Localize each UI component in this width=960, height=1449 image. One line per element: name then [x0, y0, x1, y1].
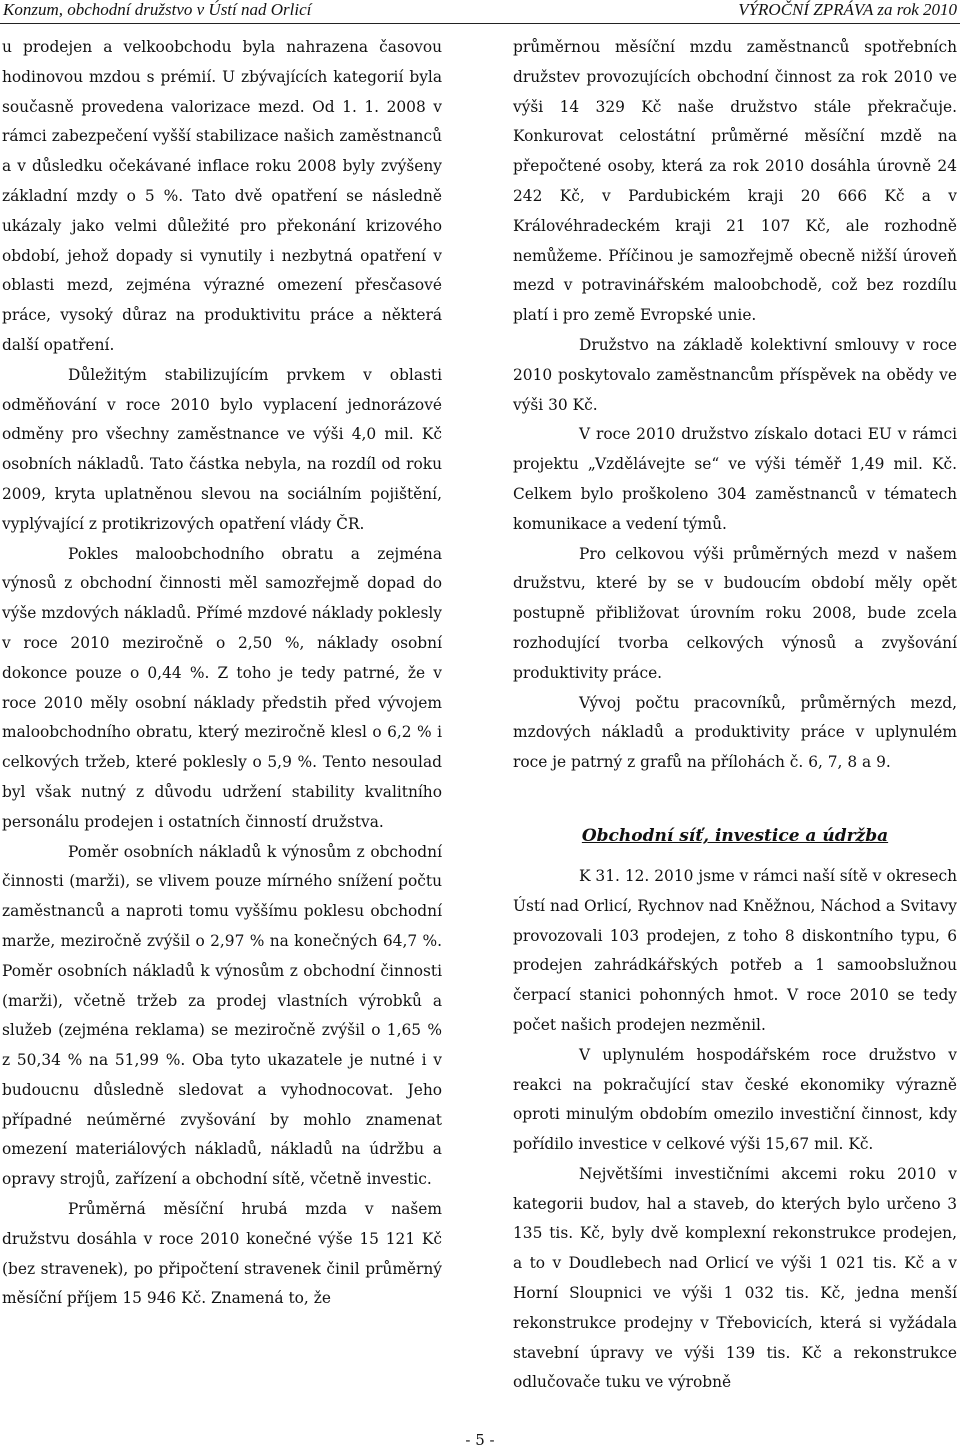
paragraph: u prodejen a velkoobchodu byla nahrazena časovou hodinovou mzdou s prémií. U zbývajících kategorií byla současně provedena valorizace mezd. Od 1. 1. 2008 v rámci zabezpečení vyšší stabilizace našich zaměstnanců a v důsledku očekávané inflace roku 2008 byly zvýšeny základní mzdy o 5 %. Tato dvě opatření se následně ukázaly jako velmi důležité pro překonání krizového období, jehož dopady si vynutily i nezbytná opatření v oblasti mezd, zejména výrazné omezení přesčasové práce, vysoký důraz na produktivitu práce a některá další opatření.	[2, 38, 442, 354]
paragraph: průměrnou měsíční mzdu zaměstnanců spotřebních družstev provozujících obchodní činnost za rok 2010 ve výši 14 329 Kč naše družstvo stále překračuje. Konkurovat celostátní průměrné měsíční mzdě na přepočtené osoby, která za rok 2010 dosáhla úrovně 24 242 Kč, v Pardubickém kraji 20 666 Kč a v Královéhradeckém kraji 21 107 Kč, ale rozhodně nemůžeme. Příčinou je samozřejmě obecně nižší úroveň mezd v potravinářském maloobchodě, což bez rozdílu platí i pro země Evropské unie.	[513, 38, 957, 325]
paragraph: Průměrná měsíční hrubá mzda v našem družstvu dosáhla v roce 2010 konečné výše 15 121 Kč (bez stravenek), po připočtení stravenek činil průměrný měsíční příjem 15 946 Kč. Znamená to, že	[2, 1200, 442, 1308]
page-number: - 5 -	[465, 1431, 495, 1449]
left-column	[2, 33, 442, 1314]
paragraph: Pokles maloobchodního obratu a zejména výnosů z obchodní činnosti měl samozřejmě dopad do výše mzdových nákladů. Přímé mzdové náklady poklesly v roce 2010 meziročně o 2,50 %, náklady osobní dokonce pouze o 0,44 %. Z toho je tedy patrné, že v roce 2010 měly osobní náklady předstih před vývojem maloobchodního obratu, který meziročně klesl o 6,2 % i celkových tržeb, které poklesly o 5,9 %. Tento nesoulad byl však nutný z důvodu udržení stability kvalitního personálu prodejen i ostatních činností družstva.	[2, 544, 442, 831]
header-company: Konzum, obchodní družstvo v Ústí nad Orlicí	[3, 0, 312, 19]
paragraph: Největšími investičními akcemi roku 2010 v kategorii budov, hal a staveb, do kterých bylo určeno 3 135 tis. Kč, byly dvě komplexní rekonstrukce prodejen, a to v Doudlebech nad Orlicí ve výši 1 021 tis. Kč a v Horní Sloupnici ve výši 1 032 tis. Kč, jedna menší rekonstrukce prodejny v Třebovicích, která si vyžádala stavební úpravy ve výši 139 tis. Kč a rekonstrukce odlučovače tuku ve výrobně	[513, 1164, 957, 1392]
paragraph: V roce 2010 družstvo získalo dotaci EU v rámci projektu „Vzdělávejte se“ ve výši téměř 1,49 mil. Kč. Celkem bylo proškoleno 304 zaměstnanců v tématech komunikace a vedení týmů.	[513, 425, 957, 533]
paragraph: K 31. 12. 2010 jsme v rámci naší sítě v okresech Ústí nad Orlicí, Rychnov nad Kněžnou, Náchod a Svitavy provozovali 103 prodejen, z toho 8 diskontního typu, 6 prodejen zahrádkářských potřeb a 1 samoobslužnou čerpací stanici pohonných hmot. V roce 2010 se tedy počet našich prodejen nezměnil.	[513, 866, 957, 1034]
header-rule	[0, 23, 960, 24]
page-header	[0, 0, 960, 24]
section-heading: Obchodní síť, investice a údržba	[581, 825, 889, 846]
right-column	[513, 33, 957, 1398]
paragraph: V uplynulém hospodářském roce družstvo v reakci na pokračující stav české ekonomiky výrazně oproti minulým obdobím omezilo investiční činnost, kdy pořídilo investice v celkové výši 15,67 mil. Kč.	[513, 1045, 957, 1154]
paragraph: Pro celkovou výši průměrných mezd v našem družstvu, které by se v budoucím období měly opět postupně přibližovat úrovním roku 2008, bude zcela rozhodující tvorba celkových výnosů a zvyšování produktivity práce.	[513, 544, 957, 682]
paragraph: Vývoj počtu pracovníků, průměrných mezd, mzdových nákladů a produktivity práce v uplynulém roce je patrný z grafů na přílohách č. 6, 7, 8 a 9.	[513, 693, 957, 772]
paragraph: Důležitým stabilizujícím prvkem v oblasti odměňování v roce 2010 bylo vyplacení jednorázové odměny pro všechny zaměstnance ve výši 4,0 mil. Kč osobních nákladů. Tato částka nebyla, na rozdíl od roku 2009, kryta uplatněnou slevou na sociálním pojištění, vyplývající z protikrizových opatření vlády ČR.	[2, 365, 442, 533]
paragraph: Družstvo na základě kolektivní smlouvy v roce 2010 poskytovalo zaměstnancům příspěvek na obědy ve výši 30 Kč.	[513, 335, 957, 414]
paragraph: Poměr osobních nákladů k výnosům z obchodní činnosti (marži), se vlivem pouze mírného snížení počtu zaměstnanců a naproti tomu vyššímu poklesu obchodní marže, meziročně zvýšil o 2,97 % na konečných 64,7 %. Poměr osobních nákladů k výnosům z obchodní činnosti (marži), včetně tržeb za prodej vlastních výrobků a služeb (zejména reklama) se meziročně zvýšil o 1,65 % z 50,34 % na 51,99 %. Oba tyto ukazatele je nutné i v budoucnu důsledně sledovat a vyhodnocovat. Jeho případné neúměrné zvyšování by mohlo znamenat omezení materiálových nákladů, nákladů na údržbu a opravy strojů, zařízení a obchodní sítě, včetně investic.	[2, 842, 442, 1189]
header-report-title: VÝROČNÍ ZPRÁVA za rok 2010	[738, 0, 957, 19]
